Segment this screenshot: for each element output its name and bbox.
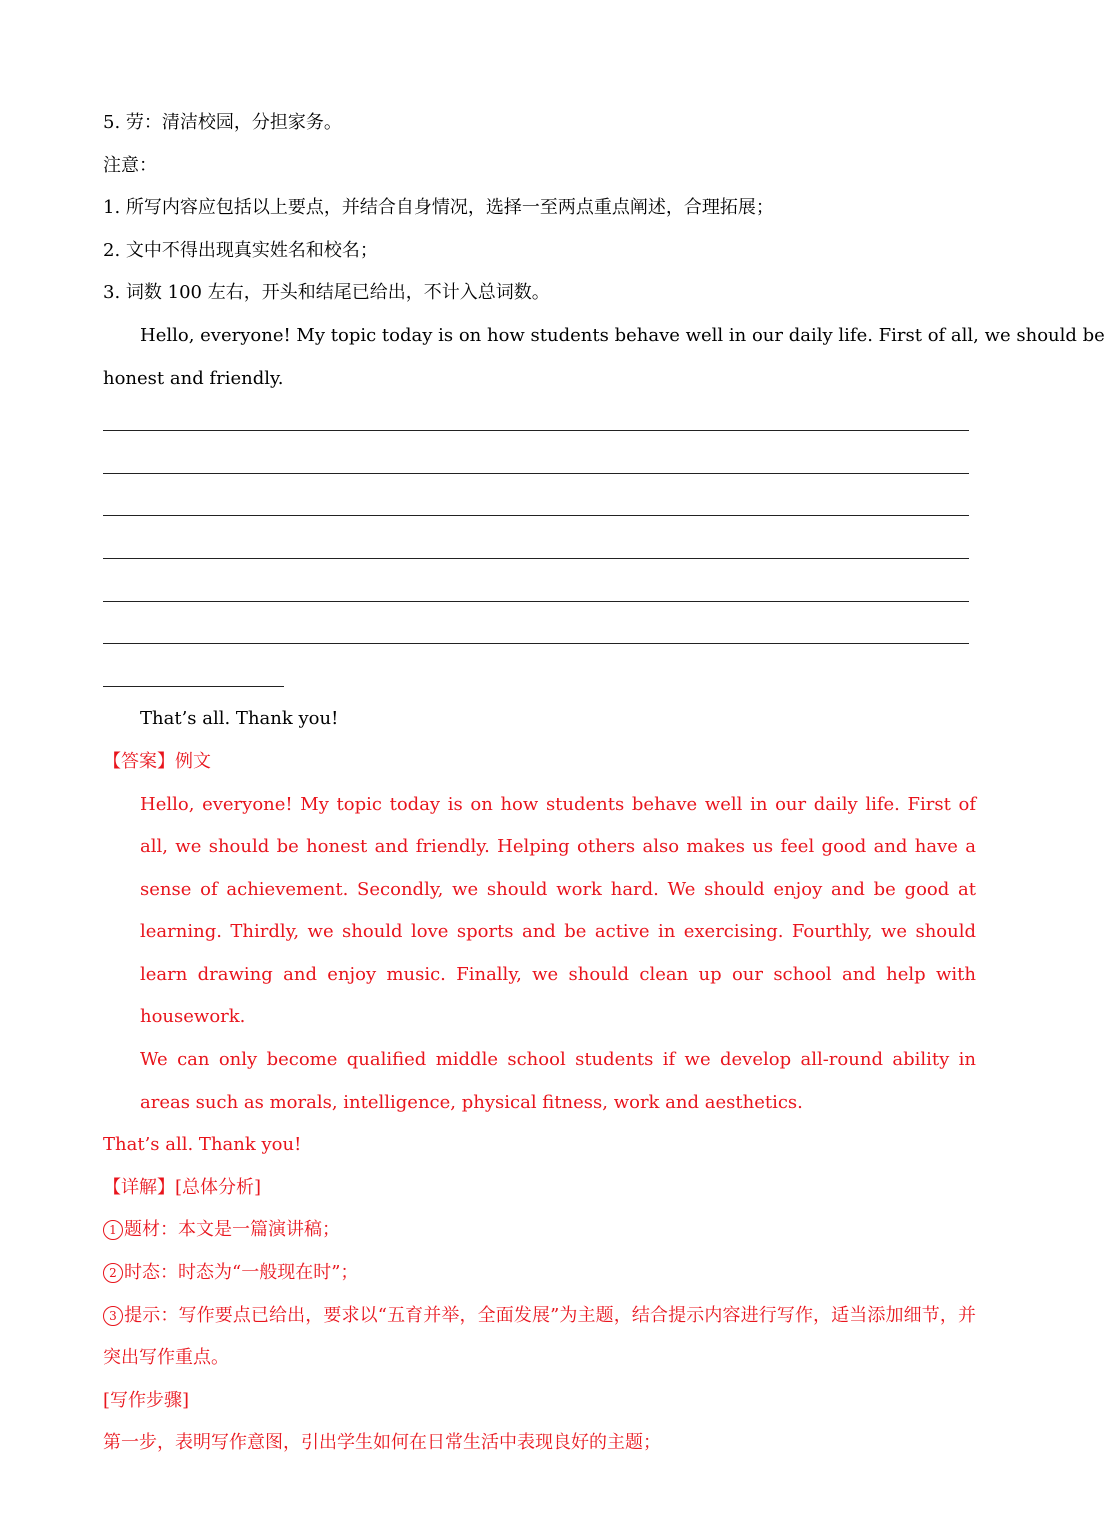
note-heading: 注意： — [103, 154, 157, 176]
writing-blank-line-short[interactable] — [103, 656, 976, 699]
document-page — [103, 102, 1105, 1465]
step-1: 第一步，表明写作意图，引出学生如何在日常生活中表现良好的主题； — [103, 1432, 661, 1454]
analysis-item-1-text: 题材：本文是一篇演讲稿； — [124, 1219, 340, 1241]
answer-paragraph-2-text: We can only become qualified middle school students if we develop all-round ability in areas such as morals, intelligence, physical fitness, work and aesthetics. — [140, 1049, 976, 1113]
analysis-item-1 — [103, 1209, 976, 1252]
analysis-item-3 — [103, 1295, 976, 1380]
writing-blank-line[interactable] — [103, 400, 976, 443]
analysis-heading: 【详解】[总体分析] — [103, 1176, 262, 1198]
prompt-opening-line-2: honest and friendly. — [103, 367, 284, 389]
answer-paragraph-2 — [103, 1039, 976, 1124]
writing-blank-line[interactable] — [103, 571, 976, 614]
note-item-1: 1. 所写内容应包括以上要点，并结合自身情况，选择一至两点重点阐述，合理拓展； — [103, 197, 774, 219]
answer-paragraph-1-text: Hello, everyone! My topic today is on how students behave well in our daily life. First of all, we should be honest and friendly. Helping others also makes us feel good and have a sense of achievement. Secondly, we should work hard. We should enjoy and be good at learning. Thirdly, we should love sports and be active in exercising. Fourthly, we should learn drawing and enjoy music. Finally, we should clean up our school and help with housework. — [140, 793, 976, 1028]
writing-blank-line[interactable] — [103, 528, 976, 571]
answer-closing: That’s all. Thank you! — [103, 1134, 302, 1156]
analysis-item-3-text: 提示：写作要点已给出，要求以“五育并举，全面发展”为主题，结合提示内容进行写作，适当添加细节，并突出写作重点。 — [103, 1304, 976, 1369]
analysis-item-2 — [103, 1252, 976, 1295]
note-item-3: 3. 词数 100 左右，开头和结尾已给出，不计入总词数。 — [103, 282, 550, 304]
note-item-2: 2. 文中不得出现真实姓名和校名； — [103, 239, 378, 261]
prompt-closing: That’s all. Thank you! — [140, 708, 339, 730]
writing-blank-line[interactable] — [103, 485, 976, 528]
steps-heading: [写作步骤] — [103, 1389, 190, 1411]
answer-paragraph-1 — [103, 784, 976, 1040]
analysis-item-2-text: 时态：时态为“一般现在时”； — [124, 1262, 359, 1284]
writing-blank-line[interactable] — [103, 613, 976, 656]
instruction-point-5: 5. 劳：清洁校园，分担家务。 — [103, 112, 342, 133]
circled-number-1: 1 — [103, 1220, 123, 1240]
circled-number-3: 3 — [103, 1306, 123, 1326]
circled-number-2: 2 — [103, 1263, 123, 1283]
writing-blank-line[interactable] — [103, 443, 976, 486]
prompt-opening-line-1: Hello, everyone! My topic today is on how students behave well in our daily life. First of all, we should be — [140, 324, 1105, 346]
answer-heading: 【答案】例文 — [103, 750, 211, 772]
